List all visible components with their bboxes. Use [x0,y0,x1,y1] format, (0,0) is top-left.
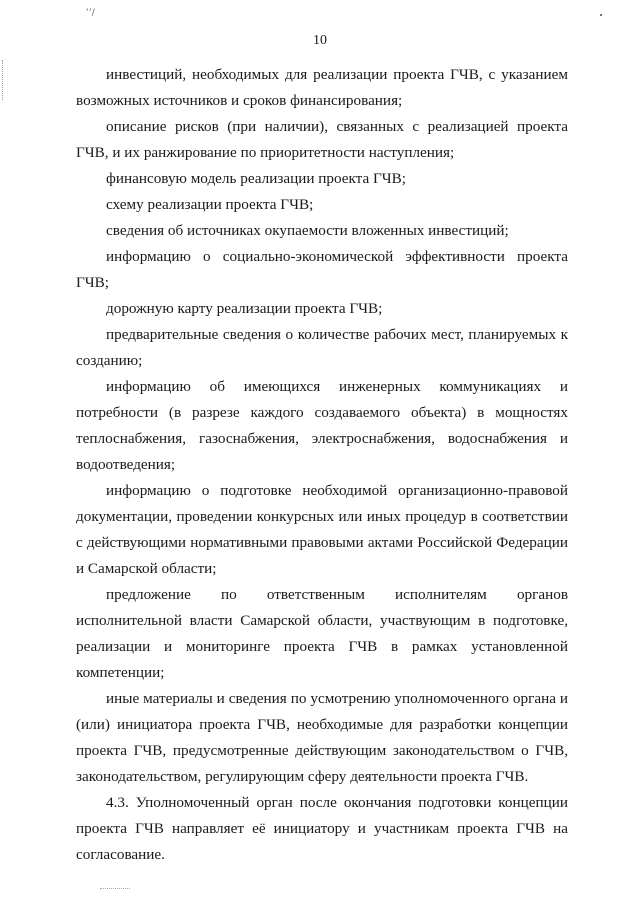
paragraph-financial-model: финансовую модель реализации проекта ГЧВ; [106,170,407,187]
paragraph-utilities: информацию об имеющихся инженерных коммуникациях и потребности (в разрезе каждого создаваемого объекта) в мощностях теплоснабжения, газоснабжения, электроснабжения, водоснабжения и водоотведения; [76,378,568,473]
document-body [76,62,568,868]
paragraph-legal-docs: информацию о подготовке необходимой организационно-правовой документации, проведении конкурсных или иных процедур в соответствии с действующими нормативными правовыми актами Российской Федерации и Самарской области; [76,482,568,577]
scan-artifact-mark: ʻʼ/ [86,8,95,18]
scan-artifact-edge [2,60,4,100]
paragraph-jobs: предварительные сведения о количестве рабочих мест, планируемых к созданию; [76,326,568,369]
paragraph-roadmap: дорожную карту реализации проекта ГЧВ; [106,300,383,317]
paragraph-scheme: схему реализации проекта ГЧВ; [106,196,314,213]
page-number: 10 [313,33,327,48]
paragraph-investments: инвестиций, необходимых для реализации проекта ГЧВ, с указанием возможных источников и сроков финансирования; [76,66,568,109]
paragraph-other-materials: иные материалы и сведения по усмотрению уполномоченного органа и (или) инициатора проекта ГЧВ, необходимые для разработки концепции проекта ГЧВ, предусмотренные действующим законодательством о ГЧВ, законодательством, регулирующим сферу деятельности проекта ГЧВ. [76,690,568,785]
paragraph-socio-economic: информацию о социально-экономической эффективности проекта ГЧВ; [76,248,568,291]
paragraph-payback-sources: сведения об источниках окупаемости вложенных инвестиций; [106,222,509,239]
scan-artifact-dot [600,14,602,16]
paragraph-clause-4-3: 4.3. Уполномоченный орган после окончания подготовки концепции проекта ГЧВ направляет её инициатору и участникам проекта ГЧВ на согласование. [76,794,568,863]
paragraph-executors: предложение по ответственным исполнителям органов исполнительной власти Самарской области, участвующим в подготовке, реализации и мониторинге проекта ГЧВ в рамках установленной компетенции; [76,586,568,681]
scan-artifact-bottom [100,888,130,889]
paragraph-risks: описание рисков (при наличии), связанных с реализацией проекта ГЧВ, и их ранжирование по приоритетности наступления; [76,118,568,161]
